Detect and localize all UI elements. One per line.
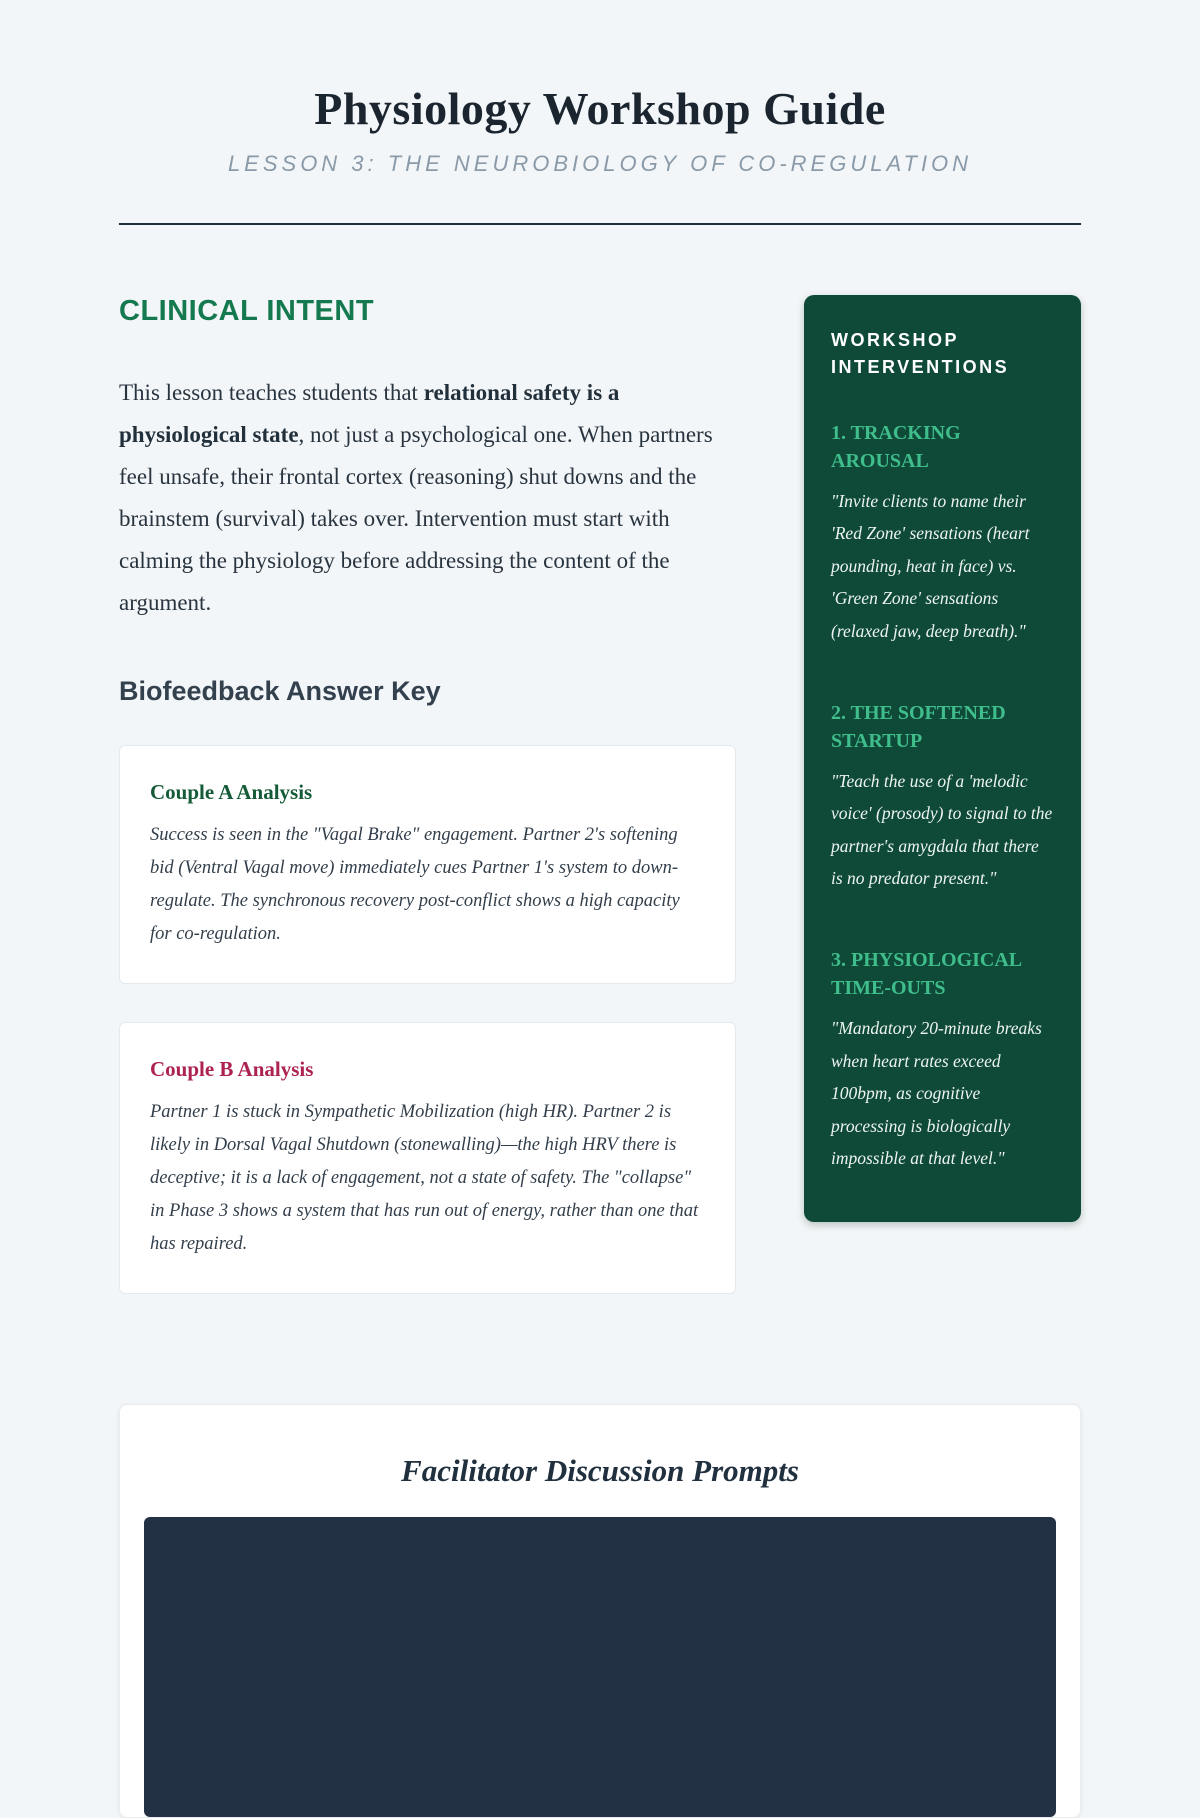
intervention-item-2 xyxy=(831,699,1054,895)
sidebar-heading: WORKSHOP INTERVENTIONS xyxy=(831,330,1010,377)
intervention-item-3 xyxy=(831,946,1054,1174)
page xyxy=(119,0,1081,1818)
intro-bold-text: relational safety is a physiological state xyxy=(119,380,620,448)
facilitator-prompt-block xyxy=(144,1517,1056,1817)
page-subtitle: LESSON 3: THE NEUROBIOLOGY OF CO-REGULATION xyxy=(227,151,973,176)
intervention-3-quote: "Mandatory 20-minute breaks when heart rates exceed 100bpm, as cognitive processing is biologically impossible at that level." xyxy=(831,1018,1042,1168)
couple-a-card xyxy=(119,745,736,984)
couple-b-body: Partner 1 is stuck in Sympathetic Mobilization (high HR). Partner 2 is likely in Dorsal Vagal Shutdown (stonewalling)—the high HRV there is deceptive; it is a lack of engagement, not a state of safety. The "collapse" in Phase 3 shows a system that has run out of energy, rather than one that has repaired. xyxy=(150,1102,699,1254)
couple-a-title: Couple A Analysis xyxy=(150,780,313,805)
intervention-3-title: 3. PHYSIOLOGICAL TIME-OUTS xyxy=(831,949,1022,1000)
intervention-1-quote: "Invite clients to name their 'Red Zone' sensations (heart pounding, heat in face) vs. 'Green Zone' sensations (relaxed jaw, deep breath)." xyxy=(831,491,1030,641)
answer-key-heading: Biofeedback Answer Key xyxy=(119,676,441,707)
intro-text-after: , not just a psychological one. When partners feel unsafe, their frontal cortex (reasoning) shut downs and the brainstem (survival) takes over. Intervention must start with calming the physiology before addressing the content of the argument. xyxy=(119,422,713,616)
intro-text-before: This lesson teaches students that xyxy=(119,380,424,405)
intervention-item-1 xyxy=(831,419,1054,647)
facilitator-card xyxy=(119,1404,1081,1818)
couple-a-body: Success is seen in the "Vagal Brake" engagement. Partner 2's softening bid (Ventral Vagal move) immediately cues Partner 1's system to down-regulate. The synchronous recovery post-conflict shows a high capacity for co-regulation. xyxy=(150,825,680,945)
main-content xyxy=(119,295,736,1294)
document-header xyxy=(119,0,1081,225)
intervention-2-title: 2. THE SOFTENED STARTUP xyxy=(831,701,1006,752)
header-divider xyxy=(119,223,1081,225)
interventions-sidebar xyxy=(804,295,1081,1222)
intervention-2-quote: "Teach the use of a 'melodic voice' (prosody) to signal to the partner's amygdala that there is no predator present." xyxy=(831,770,1053,888)
intervention-1-title: 1. TRACKING AROUSAL xyxy=(831,422,961,472)
clinical-intent-paragraph xyxy=(119,372,736,624)
clinical-intent-heading: CLINICAL INTENT xyxy=(119,295,375,327)
page-title: Physiology Workshop Guide xyxy=(314,83,886,134)
content-columns xyxy=(119,295,1081,1294)
facilitator-heading: Facilitator Discussion Prompts xyxy=(401,1452,799,1488)
couple-b-card xyxy=(119,1022,736,1294)
couple-b-title: Couple B Analysis xyxy=(150,1057,314,1082)
